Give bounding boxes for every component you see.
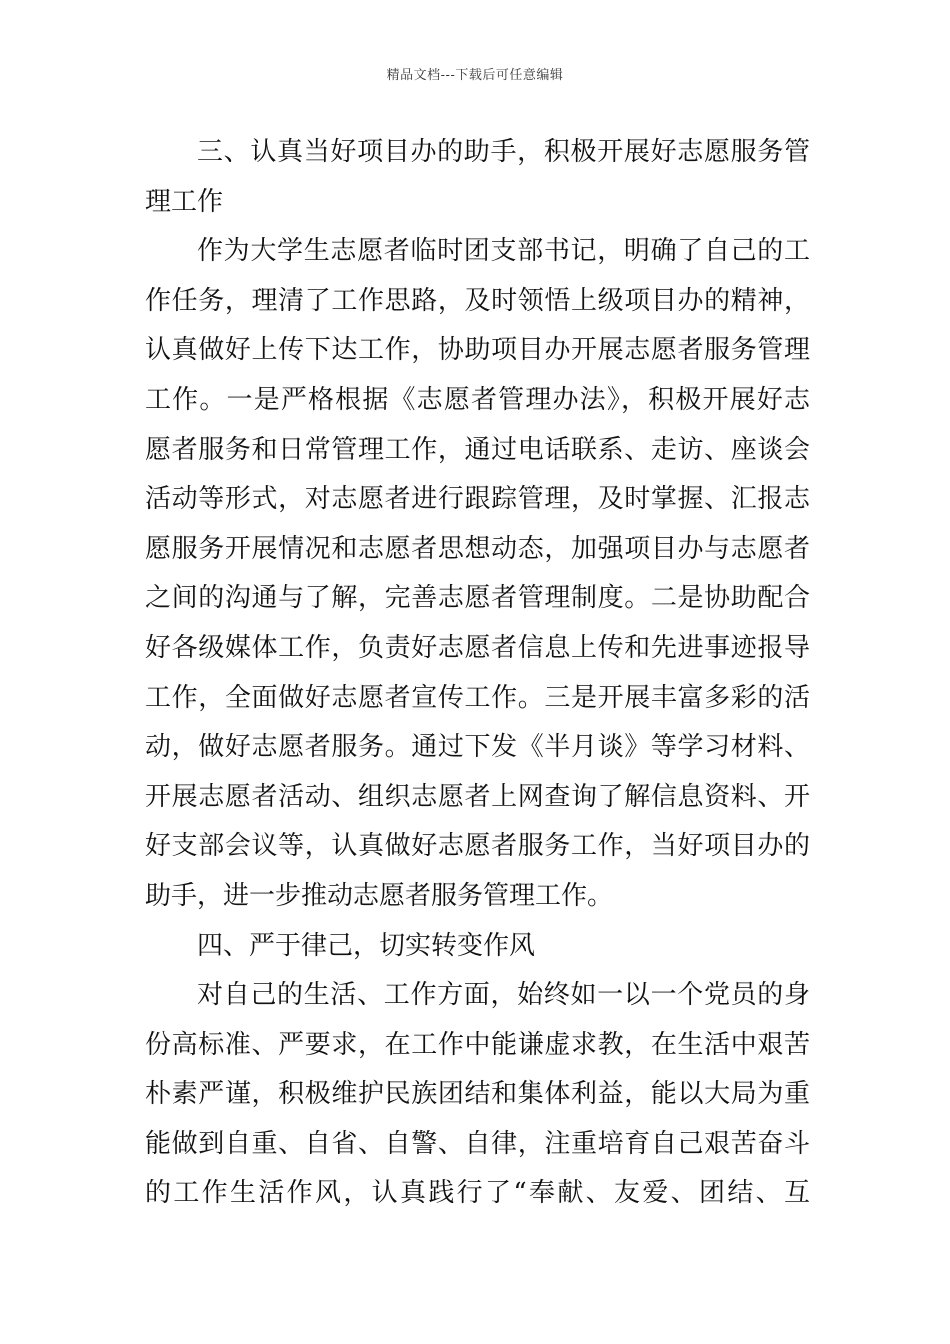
text-line: 份高标准、严要求，在工作中能谦虚求教，在生活中艰苦 — [145, 1029, 810, 1060]
page-header: 精品文档---下载后可任意编辑 — [386, 68, 564, 83]
text-line: 工作，全面做好志愿者宣传工作。三是开展丰富多彩的活 — [145, 682, 810, 713]
text-line: 之间的沟通与了解，完善志愿者管理制度。二是协助配合 — [145, 583, 810, 614]
text-line: 认真做好上传下达工作，协助项目办开展志愿者服务管理 — [145, 335, 810, 366]
text-line: 好支部会议等，认真做好志愿者服务工作，当好项目办的 — [145, 831, 810, 862]
text-line: 愿者服务和日常管理工作，通过电话联系、走访、座谈会 — [145, 434, 810, 465]
text-line: 愿服务开展情况和志愿者思想动态，加强项目办与志愿者 — [145, 533, 810, 564]
text-line: 好各级媒体工作，负责好志愿者信息上传和先进事迹报导 — [145, 632, 810, 663]
text-line: 作任务，理清了工作思路，及时领悟上级项目办的精神， — [145, 285, 810, 316]
text-line: 能做到自重、自省、自警、自律，注重培育自己艰苦奋斗 — [145, 1128, 810, 1159]
text-line: 作为大学生志愿者临时团支部书记，明确了自己的工 — [197, 236, 810, 267]
text-line: 朴素严谨，积极维护民族团结和集体利益，能以大局为重 — [145, 1079, 810, 1110]
text-line: 活动等形式，对志愿者进行跟踪管理，及时掌握、汇报志 — [145, 484, 810, 515]
text-line: 对自己的生活、工作方面，始终如一以一个党员的身 — [197, 980, 810, 1011]
document-body — [145, 128, 810, 1219]
text-line: 工作。一是严格根据《志愿者管理办法》，积极开展好志 — [145, 384, 810, 415]
text-line: 的工作生活作风，认真践行了“奉献、友爱、团结、互 — [145, 1178, 810, 1209]
text-line: 三、认真当好项目办的助手，积极开展好志愿服务管 — [197, 137, 810, 167]
text-line: 四、严于律己，切实转变作风 — [197, 930, 536, 961]
text-line: 开展志愿者活动、组织志愿者上网查询了解信息资料、开 — [145, 781, 810, 812]
text-line: 助手，进一步推动志愿者服务管理工作。 — [145, 880, 614, 911]
text-line: 理工作 — [145, 186, 224, 217]
text-line: 动，做好志愿者服务。通过下发《半月谈》等学习材料、 — [145, 732, 810, 763]
